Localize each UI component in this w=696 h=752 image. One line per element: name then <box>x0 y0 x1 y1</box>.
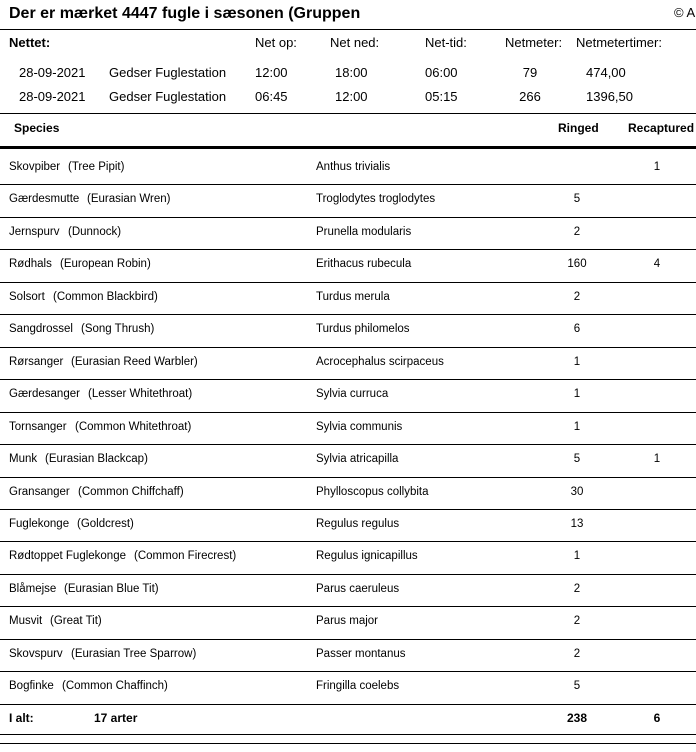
species-english-name: (Eurasian Blue Tit) <box>64 582 159 595</box>
row-divider <box>0 509 696 510</box>
ringed-count: 160 <box>567 258 587 271</box>
species-latin-name: Acrocephalus scirpaceus <box>316 355 444 368</box>
row-divider <box>0 541 696 542</box>
nettet-station: Gedser Fuglestation <box>109 65 227 80</box>
ringed-count: 2 <box>573 615 581 628</box>
net-tid-header: Net-tid: <box>425 35 467 50</box>
species-header: Species <box>14 121 60 135</box>
row-divider <box>0 347 696 348</box>
species-latin-name: Sylvia curruca <box>316 388 389 401</box>
ringed-count: 5 <box>573 193 581 206</box>
species-name: Skovpiber <box>9 161 61 173</box>
nettet-netmetertimer: 1396,50 <box>586 89 633 104</box>
row-divider <box>0 314 696 315</box>
total-recaptured: 6 <box>653 711 661 725</box>
nettet-date: 28-09-2021 <box>19 89 86 104</box>
species-english-name: (European Robin) <box>60 258 151 271</box>
row-divider <box>0 249 696 250</box>
row-divider <box>0 574 696 575</box>
species-latin-name: Regulus ignicapillus <box>316 550 418 563</box>
nettet-net-op: 06:45 <box>255 89 288 104</box>
recaptured-count: 1 <box>653 161 661 173</box>
species-latin-name: Troglodytes troglodytes <box>316 193 436 206</box>
total-ringed: 238 <box>566 711 588 725</box>
species-english-name: (Dunnock) <box>68 225 122 238</box>
nettet-date: 28-09-2021 <box>19 65 86 80</box>
species-name: Skovspurv <box>9 647 63 660</box>
ringed-count: 1 <box>573 355 581 368</box>
row-divider <box>0 671 696 672</box>
ringed-count: 13 <box>570 517 584 530</box>
species-english-name: (Lesser Whitethroat) <box>88 388 193 401</box>
header-rule <box>0 146 696 149</box>
row-divider <box>0 639 696 640</box>
species-english-name: (Common Whitethroat) <box>75 420 192 433</box>
recaptured-count: 1 <box>653 453 661 466</box>
species-latin-name: Prunella modularis <box>316 225 412 238</box>
ringed-count: 2 <box>573 290 581 303</box>
nettet-netmeter: 79 <box>522 65 538 80</box>
species-name: Fuglekonge <box>9 517 70 530</box>
species-name: Rødhals <box>9 258 52 271</box>
species-latin-name: Regulus regulus <box>316 517 400 530</box>
species-latin-name: Anthus trivialis <box>316 161 391 173</box>
species-latin-name: Erithacus rubecula <box>316 258 412 271</box>
species-latin-name: Sylvia communis <box>316 420 403 433</box>
divider-nettet <box>0 113 696 114</box>
row-divider <box>0 444 696 445</box>
divider-bottom-2 <box>0 743 696 744</box>
divider-bottom-1 <box>0 734 696 735</box>
nettet-net-op: 12:00 <box>255 65 288 80</box>
species-english-name: (Eurasian Reed Warbler) <box>71 355 198 368</box>
ringed-header: Ringed <box>558 121 599 135</box>
species-name: Tornsanger <box>9 420 67 433</box>
species-latin-name: Passer montanus <box>316 647 406 660</box>
species-english-name: (Song Thrush) <box>81 323 155 336</box>
nettet-net-tid: 06:00 <box>425 65 458 80</box>
species-english-name: (Common Firecrest) <box>134 550 237 563</box>
row-divider <box>0 184 696 185</box>
nettet-net-ned: 12:00 <box>335 89 368 104</box>
species-name: Sangdrossel <box>9 323 73 336</box>
report-title: Der er mærket 4447 fugle i sæsonen (Gruppen <box>9 5 361 22</box>
species-latin-name: Phylloscopus collybita <box>316 485 429 498</box>
total-species-count: 17 arter <box>94 711 138 725</box>
recaptured-header: Recaptured <box>628 121 695 135</box>
species-name: Jernspurv <box>9 225 60 238</box>
ringed-count: 5 <box>573 453 581 466</box>
net-op-header: Net op: <box>255 35 297 50</box>
species-english-name: (Eurasian Blackcap) <box>45 453 148 466</box>
ringed-count: 2 <box>573 225 581 238</box>
nettet-net-tid: 05:15 <box>425 89 458 104</box>
row-divider <box>0 704 696 705</box>
species-name: Gransanger <box>9 485 70 498</box>
species-latin-name: Parus caeruleus <box>316 582 400 595</box>
ringed-count: 2 <box>573 647 581 660</box>
ringed-count: 5 <box>573 680 581 693</box>
species-name: Gærdesanger <box>9 388 80 401</box>
row-divider <box>0 412 696 413</box>
ringed-count: 1 <box>573 388 581 401</box>
species-english-name: (Common Chiffchaff) <box>78 485 184 498</box>
row-divider <box>0 379 696 380</box>
net-ned-header: Net ned: <box>330 35 380 50</box>
species-name: Solsort <box>9 290 45 303</box>
divider-top <box>0 29 696 30</box>
nettet-station: Gedser Fuglestation <box>109 89 227 104</box>
species-english-name: (Common Chaffinch) <box>62 680 168 693</box>
species-english-name: (Great Tit) <box>50 615 102 628</box>
species-latin-name: Sylvia atricapilla <box>316 453 399 466</box>
nettet-netmeter: 266 <box>519 89 541 104</box>
species-name: Rørsanger <box>9 355 64 368</box>
species-name: Munk <box>9 453 38 466</box>
species-latin-name: Fringilla coelebs <box>316 680 400 693</box>
species-english-name: (Tree Pipit) <box>68 161 125 173</box>
row-divider <box>0 217 696 218</box>
recaptured-count: 4 <box>653 258 661 271</box>
netmetertimer-header: Netmetertimer: <box>576 35 662 50</box>
nettet-netmetertimer: 474,00 <box>586 65 626 80</box>
species-name: Blåmejse <box>9 582 57 595</box>
species-english-name: (Eurasian Wren) <box>87 193 171 206</box>
nettet-label: Nettet: <box>9 35 51 50</box>
netmeter-header: Netmeter: <box>505 35 563 50</box>
ringed-count: 1 <box>573 420 581 433</box>
species-english-name: (Common Blackbird) <box>53 290 158 303</box>
species-latin-name: Turdus merula <box>316 290 390 303</box>
copyright-text: © A <box>674 5 696 20</box>
species-latin-name: Parus major <box>316 615 378 628</box>
row-divider <box>0 477 696 478</box>
species-english-name: (Eurasian Tree Sparrow) <box>71 647 197 660</box>
ringed-count: 30 <box>570 485 584 498</box>
species-name: Gærdesmutte <box>9 193 80 206</box>
species-name: Musvit <box>9 615 43 628</box>
total-label: I alt: <box>9 711 34 725</box>
nettet-net-ned: 18:00 <box>335 65 368 80</box>
row-divider <box>0 606 696 607</box>
species-latin-name: Turdus philomelos <box>316 323 410 336</box>
ringed-count: 6 <box>573 323 581 336</box>
species-english-name: (Goldcrest) <box>77 517 134 530</box>
ringed-count: 2 <box>573 582 581 595</box>
ringed-count: 1 <box>573 550 581 563</box>
species-name: Rødtoppet Fuglekonge <box>9 550 126 563</box>
species-name: Bogfinke <box>9 680 54 693</box>
row-divider <box>0 282 696 283</box>
